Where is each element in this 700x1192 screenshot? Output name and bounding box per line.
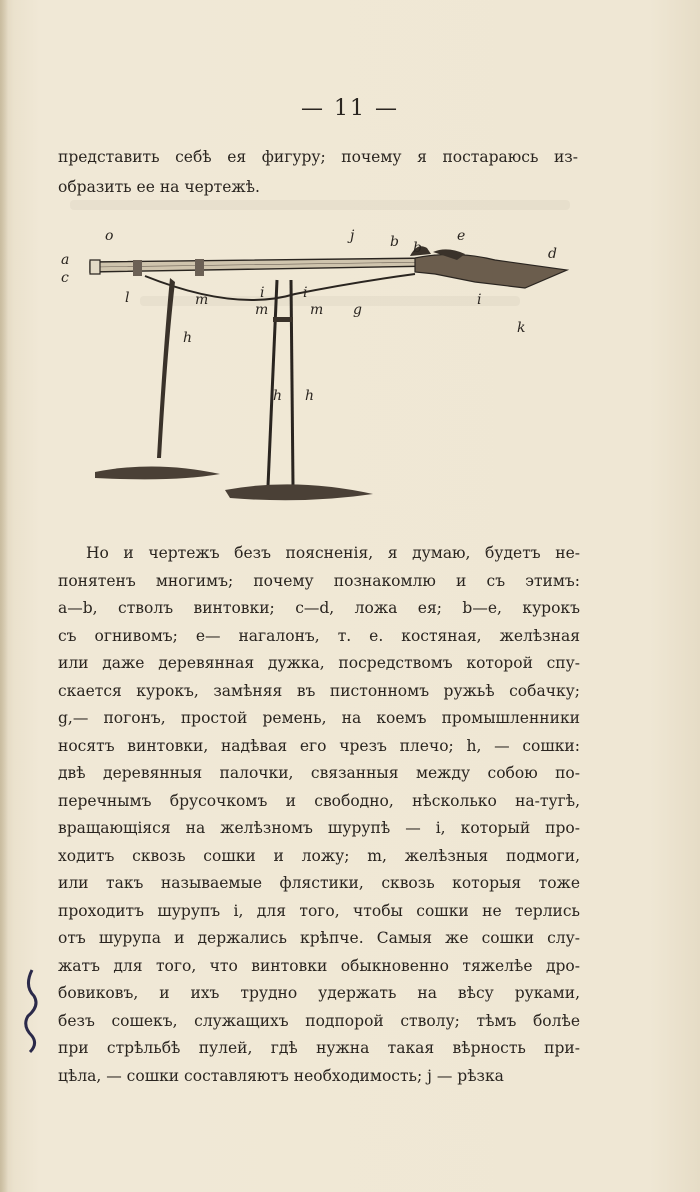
rifle-band [195, 259, 204, 276]
label-m1: m [195, 292, 209, 308]
text-line: цѣла, — сошки составляютъ необходимость; j — рѣзка [58, 1066, 504, 1085]
text-line: ходитъ сквозь сошки и ложу; m, желѣзныя подмоги, [58, 846, 580, 865]
label-k: k [517, 320, 526, 336]
text-line: отъ шурупа и держались крѣпче. Самыя же сошки слу- [58, 929, 580, 947]
ground-patch [95, 466, 220, 479]
page-number: — 11 — [301, 96, 399, 121]
text-line: съ огнивомъ; e— нагалонъ, т. е. костяная, желѣзная [58, 626, 580, 645]
rifle-sling [145, 274, 415, 300]
label-d: d [548, 246, 557, 262]
text-line: Но и чертежъ безъ поясненія, я думаю, будетъ не- [86, 544, 580, 562]
label-b2: b [413, 240, 422, 256]
ground-patch [225, 484, 373, 500]
rifle-band [133, 260, 142, 276]
text-line: при стрѣльбѣ пулей, гдѣ нужна такая вѣрность при- [58, 1039, 580, 1057]
label-j: j [350, 228, 355, 244]
rifle-muzzle [90, 260, 100, 274]
label-m2: m [255, 302, 269, 318]
text-line: или такъ называемые флястики, сквозь которыя тоже [58, 874, 580, 892]
label-h3: h [305, 388, 315, 404]
handwritten-marginalia [18, 966, 44, 1056]
label-b: b [390, 234, 399, 250]
label-h1: h [183, 330, 193, 346]
text-line: перечнымъ брусочкомъ и свободно, нѣсколько на-тугѣ, [58, 791, 580, 810]
sling-strap [157, 278, 175, 458]
text-line: проходитъ шурупъ i, для того, чтобы сошки не терлись [58, 901, 580, 920]
bipod-leg [268, 280, 277, 486]
bipod-bar [273, 317, 293, 322]
label-m3: m [310, 302, 324, 318]
text-line: или даже деревянная дужка, посредствомъ которой спу- [58, 654, 580, 672]
text-line: представить себѣ ея фигуру; почему я постараюсь из- [58, 148, 578, 166]
top-paragraph [58, 142, 578, 202]
label-h2: h [273, 388, 283, 404]
text-line: g,— погонъ, простой ремень, на коемъ промышленники [58, 709, 580, 727]
text-line: понятенъ многимъ; почему познакомлю и съ этимъ: [58, 571, 580, 590]
bipod-leg [291, 280, 293, 486]
label-a: a [61, 252, 70, 268]
label-i1: i [260, 285, 265, 301]
label-i2: i [303, 285, 308, 301]
gutter-shadow [0, 0, 8, 1192]
text-line: двѣ деревянныя палочки, связанныя между собою по- [58, 764, 580, 782]
text-line: вращающіяся на желѣзномъ шурупѣ — i, который про- [58, 819, 580, 837]
label-l: l [125, 290, 130, 306]
text-line: a—b, стволъ винтовки; c—d, ложа ея; b—e, курокъ [58, 599, 580, 617]
text-line: образить ее на чертежѣ. [58, 178, 260, 196]
label-e: e [457, 228, 466, 244]
text-line: бовиковъ, и ихъ трудно удержать на вѣсу руками, [58, 984, 580, 1002]
label-i3: i [477, 292, 482, 308]
text-line: жатъ для того, что винтовки обыкновенно тяжелѣе дро- [58, 956, 580, 975]
text-line: носятъ винтовки, надѣвая его чрезъ плечо; h, — сошки: [58, 736, 580, 755]
rifle-stock [415, 254, 567, 288]
body-paragraph [58, 540, 580, 1090]
rifle-diagram [55, 222, 585, 522]
label-g: g [353, 302, 362, 318]
text-line: безъ сошекъ, служащихъ подпорой стволу; тѣмъ болѣе [58, 1011, 580, 1030]
text-line: скается курокъ, замѣняя въ пистонномъ ружьѣ собачку; [58, 681, 580, 700]
label-c: c [61, 270, 69, 286]
label-o: o [105, 228, 114, 244]
